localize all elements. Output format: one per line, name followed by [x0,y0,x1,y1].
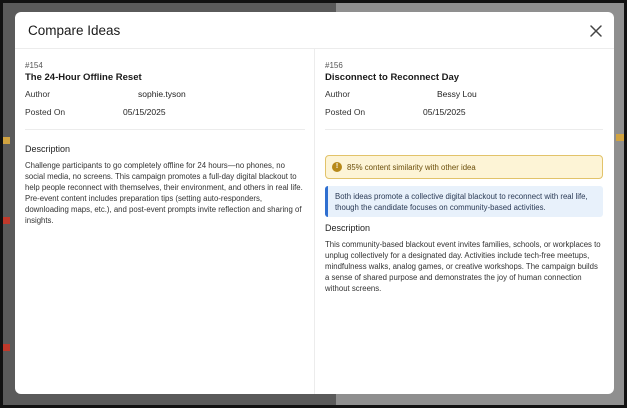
description-text: This community-based blackout event invites families, schools, or workplaces to unplug collectively for a designated day. Activities include tech-free meetups, mindfulness walks, analog games, or creative workshops. The campaign builds a sense of shared purpose and demonstrates the joy of human connection without screens. [325,240,601,293]
divider [325,129,603,130]
posted-on-value: 05/15/2025 [123,107,166,117]
posted-on-label: Posted On [325,107,366,117]
description-title: Description [325,223,371,233]
background-marker [0,137,10,144]
close-button[interactable] [588,23,604,39]
author-label: Author [325,89,351,99]
info-icon: ! [332,162,342,172]
divider [25,129,305,130]
posted-on-value: 05/15/2025 [423,107,466,117]
comparison-note-text: Both ideas promote a collective digital blackout to reconnect with real life, though the candidate focuses on community-based activities. [335,192,588,212]
idea-title: The 24-Hour Offline Reset [25,72,142,83]
author-label: Author [25,89,51,99]
description-text: Challenge participants to go completely offline for 24 hours—no phones, no social media, no screens. This campaign promotes a full-day digital blackout to help people reconnect with themselves, their environment, and others in real life. Pre-event content includes preparation tips (setting auto-responders, downloading maps, etc.), and post-event prompts invite reflection and sharing of insights. [25,161,303,225]
comparison-note [325,186,603,217]
idea-id: #156 [325,61,343,70]
background-marker [0,344,10,351]
compare-ideas-modal [15,12,614,394]
background-marker [616,134,624,141]
modal-title: Compare Ideas [28,23,121,38]
similarity-text: 85% content similarity with other idea [347,163,476,172]
author-value: sophie.tyson [138,89,186,99]
similarity-alert [325,155,603,179]
posted-on-label: Posted On [25,107,66,117]
right-idea-panel [315,49,614,394]
idea-id: #154 [25,61,43,70]
left-idea-panel [15,49,315,394]
close-icon [588,23,604,39]
description-title: Description [25,144,71,154]
modal-header [15,12,614,49]
background-marker [0,217,10,224]
idea-title: Disconnect to Reconnect Day [325,72,460,83]
author-value: Bessy Lou [437,89,477,99]
